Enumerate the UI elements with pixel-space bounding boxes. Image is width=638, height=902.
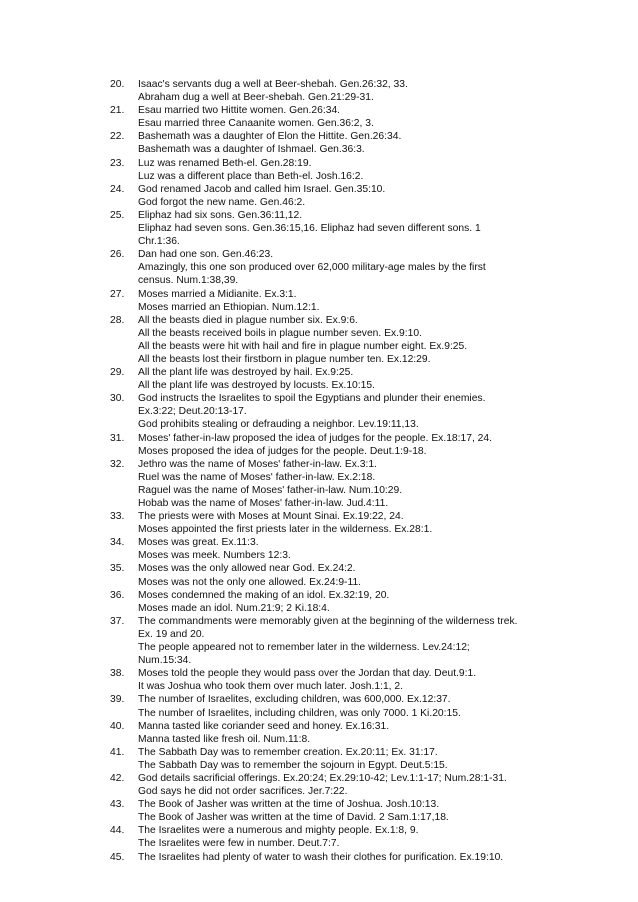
list-item xyxy=(0,130,638,156)
item-text xyxy=(138,366,538,392)
item-number: 31. xyxy=(110,432,125,444)
item-line: The Israelites were few in number. Deut.7:7. xyxy=(138,838,340,850)
item-line: All the beasts lost their firstborn in plague number ten. Ex.12:29. xyxy=(138,353,431,365)
item-line: census. Num.1:38,39. xyxy=(138,275,239,287)
item-text xyxy=(138,248,538,287)
item-line: The Book of Jasher was written at the time of David. 2 Sam.1:17,18. xyxy=(138,812,449,824)
item-line: Eliphaz had six sons. Gen.36:11,12. xyxy=(138,209,303,221)
item-line: The priests were with Moses at Mount Sinai. Ex.19:22, 24. xyxy=(138,511,404,523)
item-line: All the plant life was destroyed by hail. Ex.9:25. xyxy=(138,367,354,379)
list-item xyxy=(0,562,638,588)
item-line: The number of Israelites, excluding children, was 600,000. Ex.12:37. xyxy=(138,694,451,706)
item-text xyxy=(138,693,538,719)
list-item xyxy=(0,458,638,510)
item-line: Manna tasted like fresh oil. Num.11:8. xyxy=(138,733,311,745)
item-line: Moses proposed the idea of judges for the people. Deut.1:9-18. xyxy=(138,445,427,457)
list-item xyxy=(0,288,638,314)
item-text xyxy=(138,78,538,104)
item-number: 28. xyxy=(110,314,125,326)
item-line: Abraham dug a well at Beer-shebah. Gen.21:29-31. xyxy=(138,92,374,104)
item-number: 24. xyxy=(110,183,125,195)
item-line: Eliphaz had seven sons. Gen.36:15,16. Eliphaz had seven different sons. 1 xyxy=(138,223,481,235)
item-text xyxy=(138,536,538,562)
item-line: Moses was not the only one allowed. Ex.24:9-11. xyxy=(138,576,362,588)
item-number: 29. xyxy=(110,367,125,379)
item-line: Esau married three Canaanite women. Gen.36:2, 3. xyxy=(138,118,374,130)
item-line: All the beasts were hit with hail and fire in plague number eight. Ex.9:25. xyxy=(138,340,468,352)
item-line: The Israelites had plenty of water to wash their clothes for purification. Ex.19:10. xyxy=(138,851,504,863)
item-text xyxy=(138,667,538,693)
item-line: All the beasts received boils in plague number seven. Ex.9:10. xyxy=(138,327,422,339)
item-number: 42. xyxy=(110,772,125,784)
list-item xyxy=(0,104,638,130)
item-number: 32. xyxy=(110,458,125,470)
item-number: 30. xyxy=(110,393,125,405)
item-line: Hobab was the name of Moses' father-in-law. Jud.4:11. xyxy=(138,498,389,509)
list-item xyxy=(0,615,638,667)
item-line: God instructs the Israelites to spoil the Egyptians and plunder their enemies. xyxy=(138,393,486,405)
item-line: All the beasts died in plague number six. Ex.9:6. xyxy=(138,314,358,326)
item-text xyxy=(138,130,538,156)
item-line: Moses was meek. Numbers 12:3. xyxy=(138,550,291,562)
item-line: Moses was the only allowed near God. Ex.24:2. xyxy=(138,563,356,575)
list-item xyxy=(0,824,638,850)
item-line: Jethro was the name of Moses' father-in-law. Ex.3:1. xyxy=(138,458,377,470)
list-item xyxy=(0,314,638,366)
list-item xyxy=(0,366,638,392)
item-text xyxy=(138,458,538,510)
item-line: Num.15:34. xyxy=(138,655,192,667)
item-text xyxy=(138,615,538,667)
item-text xyxy=(138,104,538,130)
item-text xyxy=(138,824,538,850)
item-line: Moses married a Midianite. Ex.3:1. xyxy=(138,288,297,300)
item-text xyxy=(138,288,538,314)
list-item xyxy=(0,209,638,248)
item-number: 41. xyxy=(110,746,125,758)
list-item xyxy=(0,589,638,615)
item-number: 36. xyxy=(110,589,125,601)
item-number: 27. xyxy=(110,288,125,300)
list-item xyxy=(0,392,638,431)
item-text xyxy=(138,772,538,798)
item-text xyxy=(138,392,538,431)
item-line: The commandments were memorably given at the beginning of the wilderness trek. xyxy=(138,615,518,627)
item-line: Raguel was the name of Moses' father-in-law. Num.10:29. xyxy=(138,484,403,496)
item-line: Manna tasted like coriander seed and honey. Ex.16:31. xyxy=(138,720,390,732)
list-item xyxy=(0,798,638,824)
item-number: 38. xyxy=(110,668,125,680)
list-item xyxy=(0,183,638,209)
item-number: 26. xyxy=(110,249,125,261)
item-text xyxy=(138,157,538,183)
item-line: Ex. 19 and 20. xyxy=(138,628,205,640)
item-text xyxy=(138,798,538,824)
item-number: 34. xyxy=(110,537,125,549)
item-text xyxy=(138,589,538,615)
item-line: The Sabbath Day was to remember the sojourn in Egypt. Deut.5:15. xyxy=(138,759,448,771)
item-line: Moses told the people they would pass over the Jordan that day. Deut.9:1. xyxy=(138,668,477,680)
item-number: 39. xyxy=(110,694,125,706)
item-line: It was Joshua who took them over much later. Josh.1:1, 2. xyxy=(138,681,403,693)
item-line: God renamed Jacob and called him Israel. Gen.35:10. xyxy=(138,183,386,195)
item-line: The Israelites were a numerous and mighty people. Ex.1:8, 9. xyxy=(138,825,419,837)
item-number: 20. xyxy=(110,79,125,90)
item-text xyxy=(138,510,538,536)
item-line: God says he did not order sacrifices. Jer.7:22. xyxy=(138,786,348,798)
item-line: Moses appointed the first priests later in the wilderness. Ex.28:1. xyxy=(138,524,433,536)
item-number: 40. xyxy=(110,720,125,732)
list-item xyxy=(0,772,638,798)
item-line: Amazingly, this one son produced over 62,000 military-age males by the first xyxy=(138,262,486,274)
item-line: Ruel was the name of Moses' father-in-law. Ex.2:18. xyxy=(138,471,376,483)
item-line: Luz was renamed Beth-el. Gen.28:19. xyxy=(138,157,312,169)
item-line: God forgot the new name. Gen.46:2. xyxy=(138,196,306,208)
item-line: Moses condemned the making of an idol. Ex.32:19, 20. xyxy=(138,589,390,601)
item-number: 22. xyxy=(110,131,125,143)
item-line: Moses married an Ethiopian. Num.12:1. xyxy=(138,301,320,313)
list-item xyxy=(0,248,638,287)
item-line: Moses made an idol. Num.21:9; 2 Ki.18:4. xyxy=(138,602,330,614)
item-line: Bashemath was a daughter of Ishmael. Gen.36:3. xyxy=(138,144,365,156)
item-text xyxy=(138,314,538,366)
list-item xyxy=(0,157,638,183)
item-line: The people appeared not to remember later in the wilderness. Lev.24:12; xyxy=(138,642,470,654)
item-line: The Sabbath Day was to remember creation. Ex.20:11; Ex. 31:17. xyxy=(138,746,438,758)
contradictions-list xyxy=(0,78,638,864)
item-number: 33. xyxy=(110,511,125,523)
item-number: 45. xyxy=(110,851,125,863)
item-text xyxy=(138,746,538,772)
item-line: Dan had one son. Gen.46:23. xyxy=(138,249,274,261)
item-line: God prohibits stealing or defrauding a neighbor. Lev.19:11,13. xyxy=(138,419,419,431)
item-line: Moses' father-in-law proposed the idea of judges for the people. Ex.18:17, 24. xyxy=(138,432,492,444)
item-text xyxy=(138,209,538,248)
list-item xyxy=(0,667,638,693)
list-item xyxy=(0,851,638,864)
item-line: Isaac's servants dug a well at Beer-shebah. Gen.26:32, 33. xyxy=(138,79,408,90)
item-text xyxy=(138,720,538,746)
item-number: 43. xyxy=(110,799,125,811)
list-item xyxy=(0,693,638,719)
item-line: The number of Israelites, including children, was only 7000. 1 Ki.20:15. xyxy=(138,707,461,719)
item-number: 44. xyxy=(110,825,125,837)
item-line: All the plant life was destroyed by locusts. Ex.10:15. xyxy=(138,380,375,392)
list-item xyxy=(0,510,638,536)
item-text xyxy=(138,562,538,588)
item-text xyxy=(138,851,538,864)
list-item xyxy=(0,536,638,562)
item-line: Chr.1:36. xyxy=(138,236,180,248)
item-number: 37. xyxy=(110,615,125,627)
item-line: Esau married two Hittite women. Gen.26:34. xyxy=(138,105,341,117)
item-line: Luz was a different place than Beth-el. Josh.16:2. xyxy=(138,170,364,182)
list-item xyxy=(0,746,638,772)
item-line: God details sacrificial offerings. Ex.20:24; Ex.29:10-42; Lev.1:1-17; Num.28:1-31. xyxy=(138,772,507,784)
item-line: Moses was great. Ex.11:3. xyxy=(138,537,259,549)
item-line: The Book of Jasher was written at the time of Joshua. Josh.10:13. xyxy=(138,799,440,811)
list-item xyxy=(0,432,638,458)
list-item xyxy=(0,720,638,746)
item-text xyxy=(138,183,538,209)
item-line: Bashemath was a daughter of Elon the Hittite. Gen.26:34. xyxy=(138,131,402,143)
item-text xyxy=(138,432,538,458)
item-line: Ex.3:22; Deut.20:13-17. xyxy=(138,406,247,418)
item-number: 35. xyxy=(110,563,125,575)
list-item xyxy=(0,78,638,104)
item-number: 21. xyxy=(110,105,125,117)
item-number: 23. xyxy=(110,157,125,169)
item-number: 25. xyxy=(110,209,125,221)
